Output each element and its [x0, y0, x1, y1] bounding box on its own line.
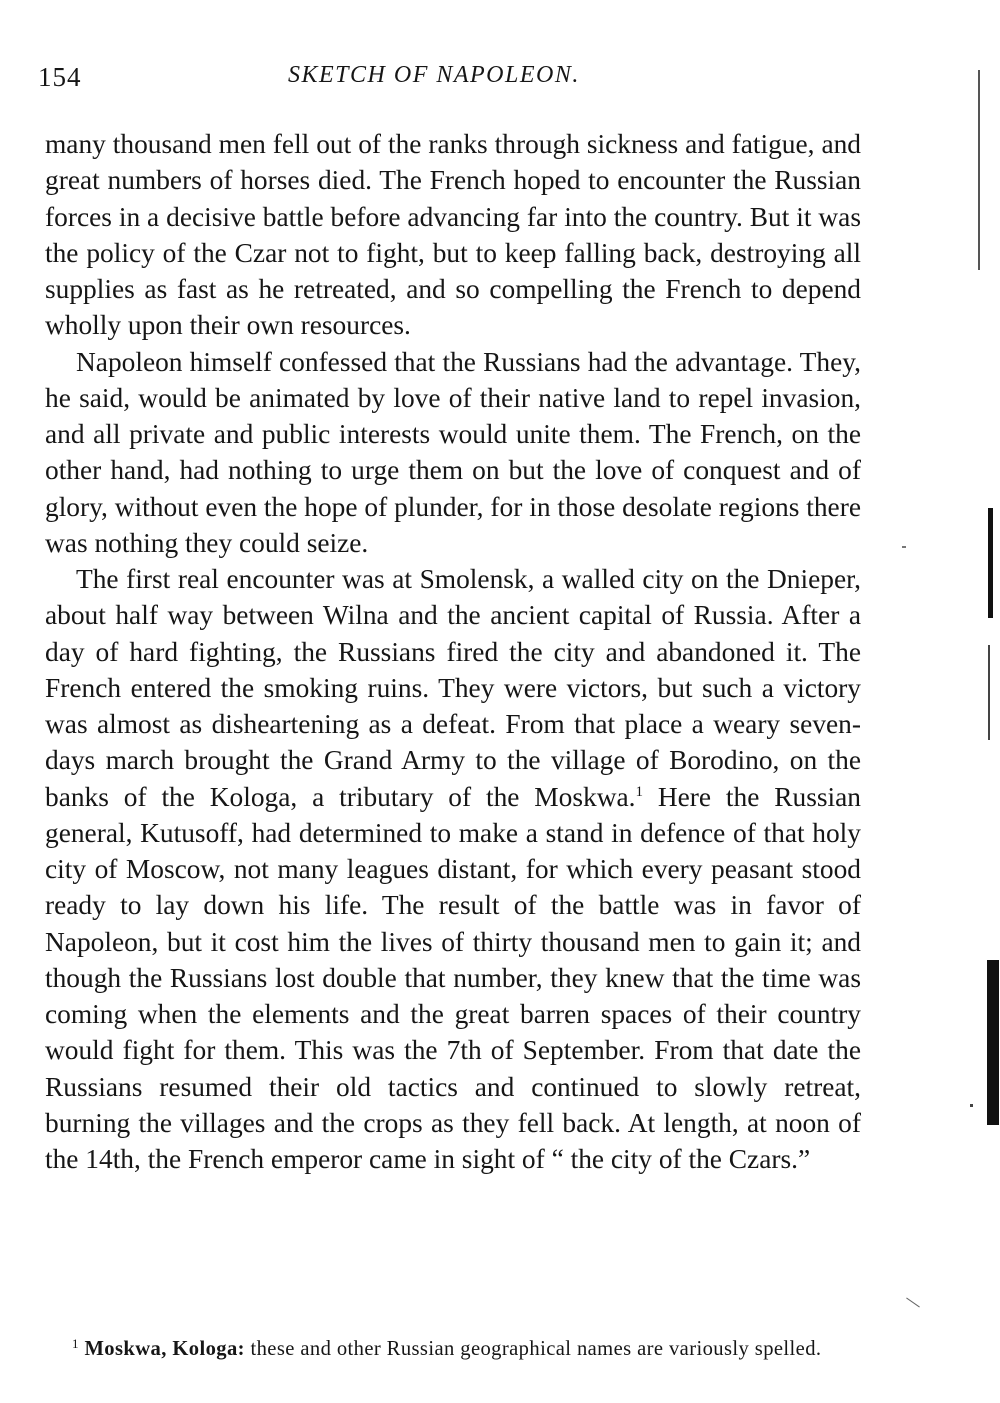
scan-edge-mark: [970, 1104, 973, 1107]
paragraph: many thousand men fell out of the ranks through sickness and fatigue, and great numbers of horses died. The French hoped to encounter the Russian forces in a decisive battle before advancing far into the country. But it was the policy of the Czar not to fight, but to keep falling back, destroying all supplies as fast as he retreated, and so compelling the French to depend wholly upon their own resources.: [45, 129, 861, 341]
paragraph: [45, 561, 861, 1177]
footnote-reference: 1: [635, 783, 643, 800]
paragraph-text: Here the Russian general, Kutusoff, had determined to make a stand in defence of that holy city of Moscow, not many leagues distant, for which every peasant stood ready to lay down his life. The result of the battle was in favor of Napoleon, but it cost him the lives of thirty thousand men to gain it; and though the Russians lost double that number, they knew that the time was coming when the elements and the great barren spaces of their country would fight for them. This was the 7th of September. From that date the Russians resumed their old tactics and continued to slowly retreat, burning the villages and the crops as they fell back. At length, at noon of the 14th, the French emperor came in sight of “ the city of the Czars.”: [45, 781, 862, 1174]
running-title: SKETCH OF NAPOLEON.: [288, 62, 580, 88]
scan-edge-mark: [906, 1298, 920, 1308]
main-text: [45, 126, 861, 1177]
footnote-text: these and other Russian geographical names are variously spelled.: [244, 1338, 822, 1360]
scan-edge-mark: [987, 960, 999, 1125]
scan-edge-mark: [902, 546, 906, 548]
footnote: [40, 1334, 860, 1364]
scan-edge-mark: [988, 508, 993, 618]
footnote-term: Moskwa, Kologa:: [84, 1338, 245, 1360]
paragraph-text: The first real encounter was at Smolensk, a walled city on the Dnieper, about half way between Wilna and the ancient capital of Russia. After a day of hard fighting, the Russians fired the city and abandoned it. The French entered the smoking ruins. They were victors, but such a victory was almost as disheartening as a defeat. From that place a weary seven-days march brought the Grand Army to the village of Borodino, on the banks of the Kologa, a tributary of the Moskwa.: [45, 564, 861, 812]
scan-edge-mark: [988, 645, 990, 740]
footnote-marker: 1: [72, 1336, 79, 1351]
page-header: [38, 62, 878, 98]
paragraph: Napoleon himself confessed that the Russians had the advantage. They, he said, would be animated by love of their native land to repel invasion, and all private and public interests would unite them. The French, on the other hand, had nothing to urge them on but the love of conquest and of glory, without even the hope of plunder, for in those desolate regions there was nothing they could seize.: [45, 346, 861, 558]
page-number: 154: [38, 62, 82, 92]
scan-edge-mark: [978, 70, 980, 270]
